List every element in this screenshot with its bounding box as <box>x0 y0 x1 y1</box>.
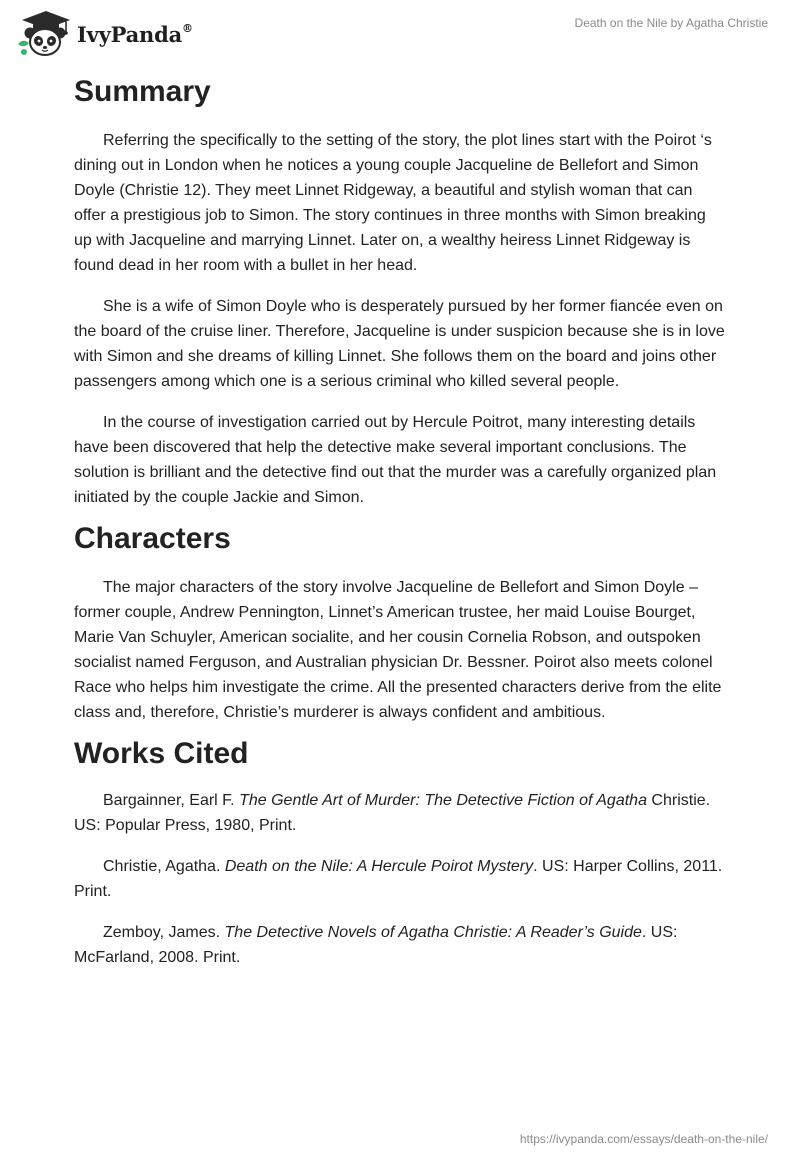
citation-title: Death on the Nile: A Hercule Poirot Mystery <box>224 858 534 875</box>
page-header <box>0 0 800 70</box>
citation-author: Christie, Agatha. <box>103 858 225 875</box>
summary-section <box>74 128 726 510</box>
panda-mascot-icon <box>16 8 74 58</box>
citation-entry <box>74 788 726 838</box>
citation-publication: . US: McFarland, 2008. Print. <box>74 924 678 966</box>
characters-paragraph: The major characters of the story involve Jacqueline de Bellefort and Simon Doyle – former couple, Andrew Pennington, Linnet’s American trustee, her maid Louise Bourget, Marie Van Schuyler, American socialite, and her cousin Cornelia Robson, and outspoken socialist named Ferguson, and Australian physician Dr. Bessner. Poirot also meets colonel Race who helps him investigate the crime. All the presented characters derive from the elite class and, therefore, Christie’s murderer is always confident and ambitious. <box>74 579 722 721</box>
summary-paragraph: Referring the specifically to the setting of the story, the plot lines start with the Poirot ‘s dining out in London when he notices a young couple Jacqueline de Bellefort and Simon Doyle (Christie 12). They meet Linnet Ridgeway, a beautiful and stylish woman that can offer a prestigious job to Simon. The story continues in three months with Simon breaking up with Jacqueline and marrying Linnet. Later on, a wealthy heiress Linnet Ridgeway is found dead in her room with a bullet in her head. <box>74 132 712 274</box>
section-heading-characters: Characters <box>74 522 231 555</box>
source-url[interactable]: https://ivypanda.com/essays/death-on-the-nile/ <box>519 1132 768 1146</box>
summary-paragraph: In the course of investigation carried out by Hercule Poitrot, many interesting details have been discovered that help the detective make several important conclusions. The solution is brilliant and the detective find out that the murder was a carefully organized plan initiated by the couple Jackie and Simon. <box>74 414 717 506</box>
characters-section <box>74 575 726 725</box>
essay-content <box>74 72 726 970</box>
site-logo[interactable] <box>16 8 193 58</box>
citation-publication: Christie. US: Popular Press, 1980, Print. <box>74 792 711 834</box>
citation-entry <box>74 920 726 970</box>
citation-title: The Gentle Art of Murder: The Detective Fiction of Agatha <box>239 792 647 809</box>
section-heading-works-cited: Works Cited <box>74 737 249 770</box>
citation-entry <box>74 854 726 904</box>
citation-title: The Detective Novels of Agatha Christie: A Reader’s Guide <box>224 924 642 941</box>
citation-publication: . US: Harper Collins, 2011. Print. <box>74 858 723 900</box>
citation-author: Bargainner, Earl F. <box>103 792 240 809</box>
logo-wordmark: IvyPanda® <box>77 21 193 47</box>
section-heading-summary: Summary <box>74 75 211 108</box>
document-title: Death on the Nile by Agatha Christie <box>574 16 768 30</box>
summary-paragraph: She is a wife of Simon Doyle who is desperately pursued by her former fiancée even on the board of the cruise liner. Therefore, Jacqueline is under suspicion because she is in love with Simon and she dreams of killing Linnet. She follows them on the board and joins other passengers among which one is a serious criminal who killed several people. <box>74 298 725 390</box>
works-cited-list <box>74 788 726 970</box>
citation-author: Zemboy, James. <box>103 924 225 941</box>
